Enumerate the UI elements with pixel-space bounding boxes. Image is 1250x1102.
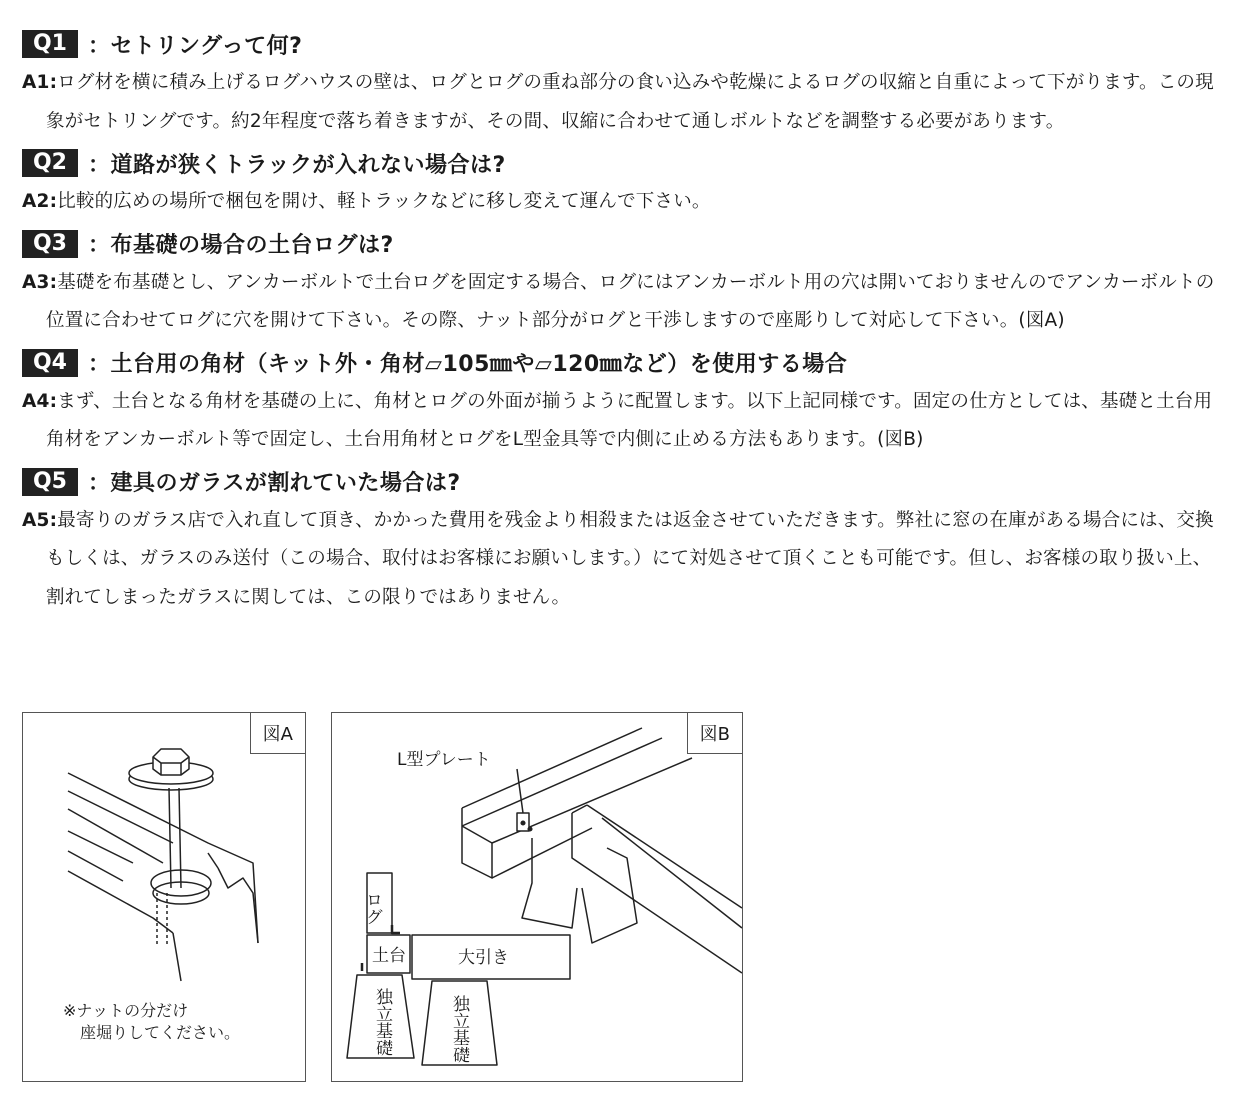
note-line-2: 座堀りしてください。	[80, 1023, 241, 1042]
note-line-1: ※ナットの分だけ	[63, 1001, 189, 1020]
question-badge: Q5	[22, 468, 78, 496]
question-badge: Q4	[22, 349, 78, 377]
question-row-5	[22, 462, 1222, 502]
question-text: ：道路が狭くトラックが入れない場合は?	[88, 152, 506, 178]
question-text: ：土台用の角材（キット外・角材▱105㎜や▱120㎜など）を使用する場合	[88, 352, 848, 377]
question-badge: Q3	[22, 230, 78, 258]
question-row-3	[22, 224, 1222, 264]
figure-a	[22, 712, 306, 1082]
counterbore-note	[63, 1000, 240, 1044]
obiki-label: 大引き	[458, 948, 509, 968]
answer-4	[22, 383, 1222, 460]
question-row-4	[22, 343, 1222, 383]
footing-left-label: 独立基礎	[372, 988, 392, 1056]
figure-a-label: 図A	[250, 713, 305, 754]
answer-label: A4:	[22, 390, 58, 412]
answer-label: A5:	[22, 509, 58, 531]
answer-text: 最寄りのガラス店で入れ直して頂き、かかった費用を残金より相殺または返金させていただきます。弊社に窓の在庫がある場合には、交換もしくは、ガラスのみ送付（この場合、取付はお客様にお願いします。）にて対処させて頂くことも可能です。但し、お客様の取り扱い上、割れてしまったガラスに関しては、この限りではありません。	[46, 509, 1214, 608]
figure-b-label: 図B	[687, 713, 742, 754]
answer-text: ログ材を横に積み上げるログハウスの壁は、ログとログの重ね部分の食い込みや乾燥によるログの収縮と自重によって下がります。この現象がセトリングです。約2年程度で落ち着きますが、その間、収縮に合わせて通しボルトなどを調整する必要があります。	[46, 72, 1214, 132]
answer-2	[22, 183, 1222, 222]
question-row-1	[22, 24, 1222, 64]
plate-label: L型プレート	[397, 750, 491, 770]
question-text: ：布基礎の場合の土台ログは?	[88, 233, 394, 258]
question-text: ：セトリングって何?	[88, 33, 303, 59]
question-badge: Q1	[22, 30, 78, 58]
answer-1	[22, 64, 1222, 141]
faq-list	[22, 22, 1222, 617]
question-text: ：建具のガラスが割れていた場合は?	[88, 471, 461, 496]
answer-text: まず、土台となる角材を基礎の上に、角材とログの外面が揃うように配置します。以下上記同様です。固定の仕方としては、基礎と土台用角材をアンカーボルト等で固定し、土台用角材とログをL型金具等で内側に止める方法もあります。(図B)	[46, 390, 1213, 450]
sill-beam-diagram	[332, 713, 742, 1081]
figure-b	[331, 712, 743, 1082]
dodai-label: 土台	[372, 946, 406, 966]
answer-text: 比較的広めの場所で梱包を開け、軽トラックなどに移し変えて運んで下さい。	[57, 191, 711, 212]
answer-text: 基礎を布基礎とし、アンカーボルトで土台ログを固定する場合、ログにはアンカーボルト用の穴は開いておりませんのでアンカーボルトの位置に合わせてログに穴を開けて下さい。その際、ナット部分がログと干渉しますので座彫りして対応して下さい。(図A)	[46, 271, 1215, 331]
answer-5	[22, 502, 1222, 618]
question-row-2	[22, 143, 1222, 183]
question-badge: Q2	[22, 149, 78, 177]
log-label: ログ	[362, 891, 382, 925]
footing-right-label: 独立基礎	[449, 995, 469, 1063]
answer-3	[22, 264, 1222, 341]
answer-label: A1:	[22, 72, 58, 93]
answer-label: A2:	[22, 191, 58, 212]
answer-label: A3:	[22, 271, 58, 293]
